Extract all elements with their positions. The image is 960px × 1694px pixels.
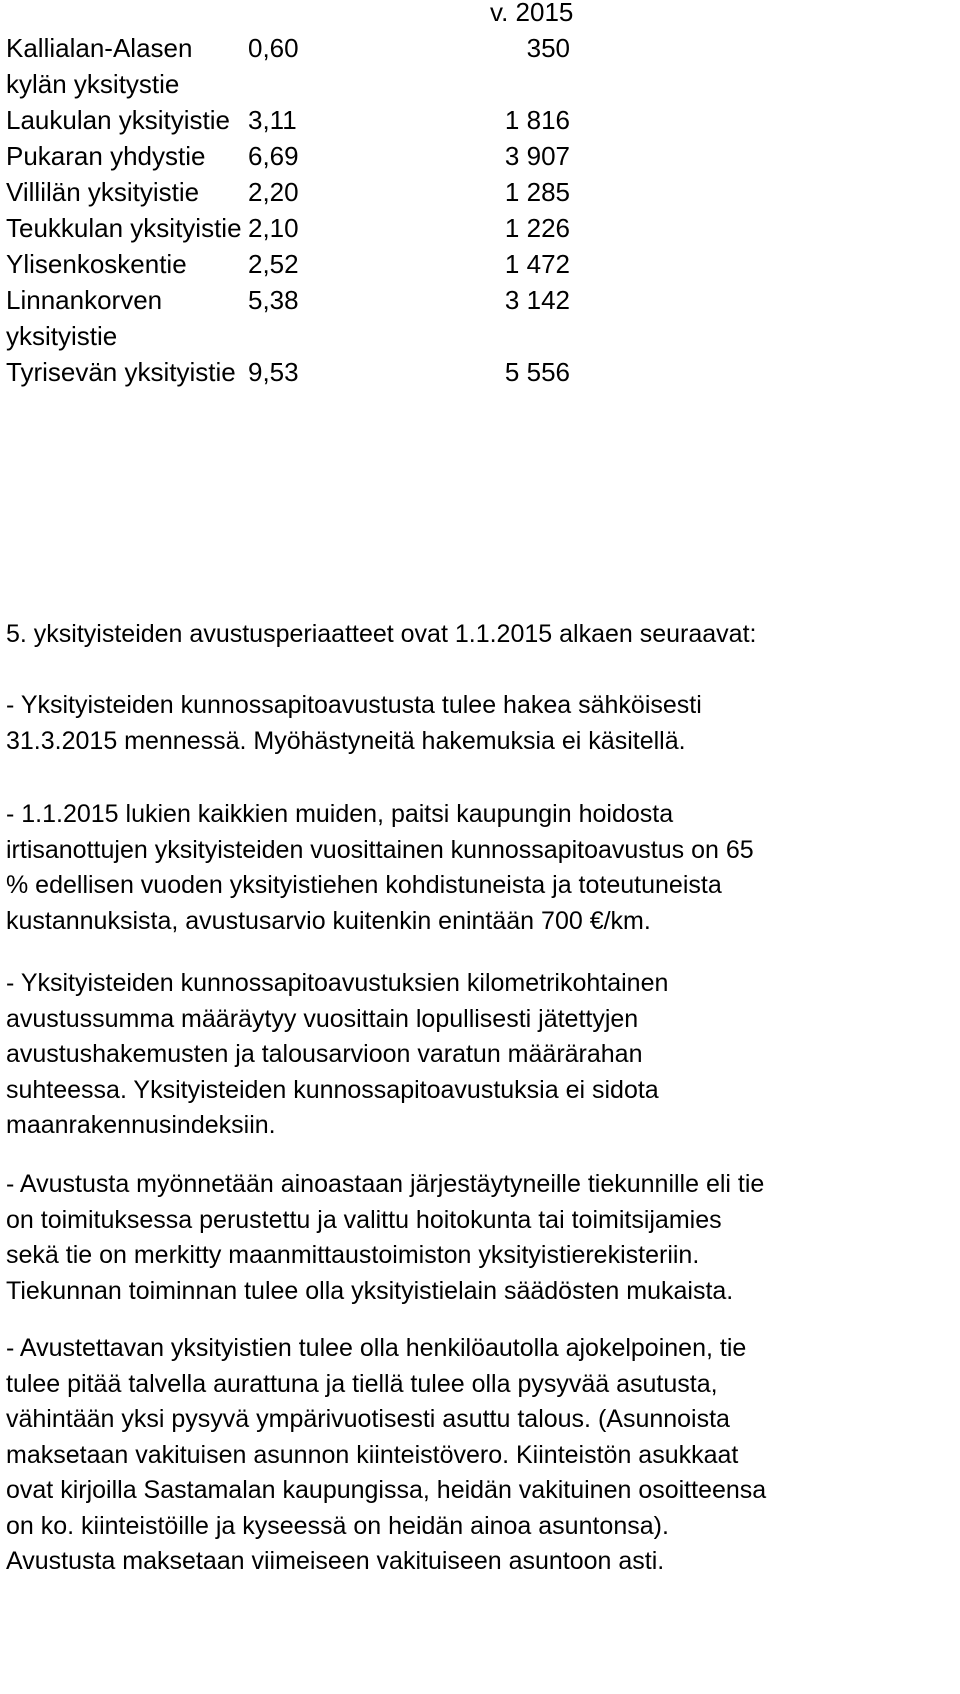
paragraph-road-requirements: [6, 1331, 956, 1580]
road-length: 2,10: [248, 213, 299, 243]
paragraph-organized-road-units: [6, 1167, 956, 1309]
text-line: - Avustusta myönnetään ainoastaan järjestäytyneille tiekunnille eli tie: [6, 1170, 765, 1198]
road-name: Villilän yksityistie: [6, 177, 200, 207]
text-line: avustussumma määräytyy vuosittain lopullisesti jätettyjen: [6, 1004, 639, 1033]
road-length: 2,20: [248, 177, 299, 207]
road-length: 2,52: [248, 249, 299, 279]
text-line: tulee pitää talvella aurattuna ja tiellä tulee olla pysyvää asutusta,: [6, 1369, 718, 1398]
text-line: ovat kirjoilla Sastamalan kaupungissa, heidän vakituinen osoitteensa: [6, 1476, 767, 1504]
paragraph-per-km-amount: [6, 966, 956, 1144]
table-row: [6, 30, 570, 102]
text-line: irtisanottujen yksityisteiden vuosittainen kunnossapitoavustus on 65: [6, 835, 754, 864]
year-column-header: v. 2015: [490, 0, 574, 27]
road-length: 0,60: [248, 33, 299, 63]
road-name: Kallialan-Alasen kylän yksitystie: [6, 33, 193, 99]
subsidy-amount: 1 226: [504, 213, 570, 243]
text-line: Avustusta maksetaan viimeiseen vakituiseen asuntoon asti.: [6, 1547, 665, 1575]
text-line: maanrakennusindeksiin.: [6, 1111, 276, 1139]
subsidy-amount: 1 472: [504, 249, 570, 279]
text-line: 31.3.2015 mennessä. Myöhästyneitä hakemuksia ei käsitellä.: [6, 726, 686, 755]
road-name: Teukkulan yksityistie: [6, 213, 242, 243]
subsidy-amount: 1 816: [504, 105, 570, 135]
road-length: 6,69: [248, 141, 299, 171]
road-length: 5,38: [248, 285, 299, 315]
subsidy-amount: 350: [526, 33, 570, 63]
table-row: [6, 354, 570, 390]
text-line: sekä tie on merkitty maanmittaustoimiston yksityistierekisteriin.: [6, 1241, 700, 1269]
text-line: - 1.1.2015 lukien kaikkien muiden, paitsi kaupungin hoidosta: [6, 800, 674, 828]
subsidy-amount: 1 285: [504, 177, 570, 207]
subsidy-amount: 3 907: [504, 141, 570, 171]
text-line: avustushakemusten ja talousarvioon varatun määrärahan: [6, 1040, 643, 1068]
text-line: maksetaan vakituisen asunnon kiinteistövero. Kiinteistön asukkaat: [6, 1440, 739, 1469]
text-line: - Yksityisteiden kunnossapitoavustusta tulee hakea sähköisesti: [6, 691, 702, 719]
text-line: kustannuksista, avustusarvio kuitenkin enintään 700 €/km.: [6, 906, 651, 935]
text-line: % edellisen vuoden yksityistiehen kohdistuneista ja toteutuneista: [6, 871, 722, 899]
text-line: suhteessa. Yksityisteiden kunnossapitoavustuksia ei sidota: [6, 1075, 659, 1104]
text-line: on ko. kiinteistöille ja kyseessä on heidän ainoa asuntonsa).: [6, 1511, 669, 1540]
section-5-heading: 5. yksityisteiden avustusperiaatteet ovat 1.1.2015 alkaen seuraavat:: [6, 620, 757, 648]
subsidy-amount: 3 142: [504, 285, 570, 315]
road-subsidy-table: [6, 30, 570, 390]
text-line: Tiekunnan toiminnan tulee olla yksityistielain säädösten mukaista.: [6, 1276, 734, 1305]
road-name: Pukaran yhdystie: [6, 141, 206, 171]
table-row: [6, 210, 570, 246]
table-row: [6, 246, 570, 282]
table-row: [6, 138, 570, 174]
paragraph-subsidy-percentage: [6, 797, 956, 939]
road-name: Ylisenkoskentie: [6, 249, 187, 279]
text-line: - Avustettavan yksityistien tulee olla henkilöautolla ajokelpoinen, tie: [6, 1334, 747, 1362]
road-name: Linnankorven yksityistie: [6, 285, 163, 351]
table-row: [6, 282, 570, 354]
road-length: 9,53: [248, 357, 299, 387]
road-name: Tyrisevän yksityistie: [6, 357, 236, 387]
text-line: on toimituksessa perustettu ja valittu hoitokunta tai toimitsijamies: [6, 1205, 722, 1234]
table-row: [6, 174, 570, 210]
road-name: Laukulan yksityistie: [6, 105, 230, 135]
text-line: - Yksityisteiden kunnossapitoavustuksien kilometrikohtainen: [6, 969, 669, 997]
table-row: [6, 102, 570, 138]
subsidy-amount: 5 556: [504, 357, 570, 387]
text-line: vähintään yksi pysyvä ympärivuotisesti asuttu talous. (Asunnoista: [6, 1405, 730, 1433]
paragraph-application-deadline: [6, 688, 956, 759]
road-length: 3,11: [248, 105, 297, 135]
